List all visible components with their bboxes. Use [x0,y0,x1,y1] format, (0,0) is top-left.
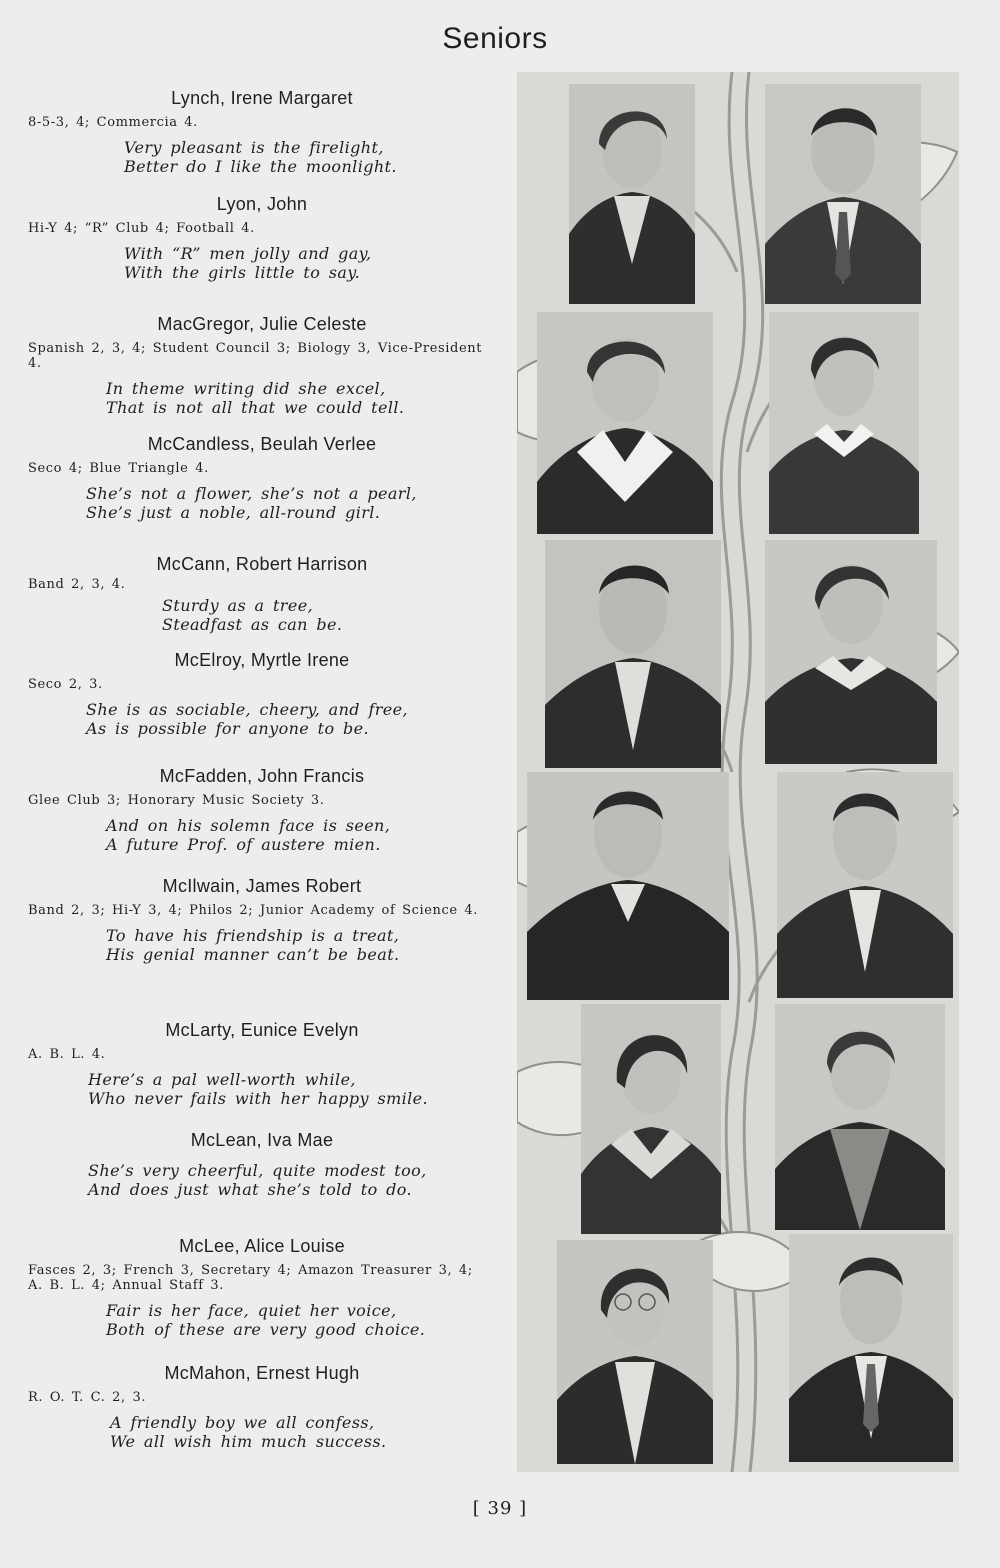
senior-activities: Seco 2, 3. [28,677,103,692]
verse-line: And does just what she’s told to do. [88,1180,412,1199]
verse-line: With “R” men jolly and gay, [124,244,372,263]
page-title: Seniors [442,22,548,55]
portrait-mclarty [581,1004,721,1234]
senior-activities: Seco 4; Blue Triangle 4. [28,461,209,476]
senior-activities: Fasces 2, 3; French 3, Secretary 4; Amazon Treasurer 3, 4; A. B. L. 4; Annual Staff 3. [28,1263,473,1293]
verse-line: Very pleasant is the firelight, [124,138,384,157]
senior-verse [28,1161,488,1199]
senior-name: McLee, Alice Louise [179,1236,345,1256]
senior-activities: Band 2, 3; Hi-Y 3, 4; Philos 2; Junior Academy of Science 4. [28,903,479,918]
senior-entry [28,1236,488,1339]
verse-line: Steadfast as can be. [162,615,343,634]
portrait-panel [517,72,959,1472]
verse-line: Fair is her face, quiet her voice, [106,1301,397,1320]
portrait-lyon [765,84,921,304]
senior-name: McCandless, Beulah Verlee [147,434,377,454]
senior-entry [28,434,488,522]
portrait-mclee [557,1240,713,1464]
senior-verse [28,926,488,964]
verse-line: In theme writing did she excel, [106,379,386,398]
senior-name: McMahon, Ernest Hugh [164,1363,360,1383]
portrait-mcelroy [765,540,937,764]
senior-activities: Glee Club 3; Honorary Music Society 3. [28,793,325,808]
senior-activities: Hi-Y 4; “R” Club 4; Football 4. [28,221,255,236]
senior-name: McLean, Iva Mae [190,1130,334,1150]
verse-line: Both of these are very good choice. [106,1320,426,1339]
verse-line: A future Prof. of austere mien. [106,835,381,854]
portrait-mccandless [769,312,919,534]
portrait-silhouette-icon [777,772,953,998]
portrait-lynch [569,84,695,304]
portrait-silhouette-icon [769,312,919,534]
portrait-silhouette-icon [765,84,921,304]
verse-line: Better do I like the moonlight. [124,157,397,176]
senior-verse [28,700,488,738]
portrait-silhouette-icon [545,540,721,768]
senior-verse [28,1301,488,1339]
portrait-silhouette-icon [569,84,695,304]
senior-name: Lyon, John [216,194,308,214]
portrait-mclean [775,1004,945,1230]
senior-entry [28,554,488,634]
senior-entry [28,88,488,176]
senior-entry [28,314,488,417]
portrait-mcmahon [789,1234,953,1462]
senior-activities: R. O. T. C. 2, 3. [28,1390,147,1405]
senior-name: Lynch, Irene Margaret [171,88,353,108]
verse-line: She is as sociable, cheery, and free, [86,700,409,719]
senior-name: McFadden, John Francis [159,766,365,786]
senior-entry [28,1363,488,1451]
verse-line: Here’s a pal well-worth while, [88,1070,356,1089]
senior-verse [28,1070,488,1108]
senior-activities: Spanish 2, 3, 4; Student Council 3; Biology 3, Vice-President 4. [28,341,483,371]
portrait-silhouette-icon [775,1004,945,1230]
senior-entry [28,650,488,738]
senior-activities: Band 2, 3, 4. [28,577,126,592]
portrait-macgregor [537,312,713,534]
senior-name: McCann, Robert Harrison [156,554,368,574]
portrait-mcfadden [527,772,729,1000]
senior-name: MacGregor, Julie Celeste [157,314,367,334]
verse-line: And on his solemn face is seen, [106,816,391,835]
verse-line: Who never fails with her happy smile. [88,1089,429,1108]
portrait-mcilwain [777,772,953,998]
senior-verse [28,1413,488,1451]
verse-line: His genial manner can’t be beat. [106,945,400,964]
senior-entry [28,766,488,854]
portrait-silhouette-icon [527,772,729,1000]
verse-line: Sturdy as a tree, [162,596,314,615]
page-number: [ 39 ] [472,1498,528,1519]
senior-verse [28,484,488,522]
verse-line: With the girls little to say. [124,263,361,282]
verse-line: A friendly boy we all confess, [110,1413,375,1432]
senior-entry [28,1130,488,1199]
verse-line: She’s just a noble, all-round girl. [86,503,381,522]
senior-entry [28,194,488,282]
senior-activities: A. B. L. 4. [28,1047,106,1062]
senior-entries [28,0,488,1568]
portrait-silhouette-icon [557,1240,713,1464]
senior-verse [28,138,488,176]
senior-verse [28,244,488,282]
verse-line: As is possible for anyone to be. [86,719,370,738]
portrait-silhouette-icon [765,540,937,764]
senior-verse [28,379,488,417]
portrait-mccann [545,540,721,768]
portrait-silhouette-icon [581,1004,721,1234]
senior-name: McElroy, Myrtle Irene [174,650,350,670]
verse-line: To have his friendship is a treat, [106,926,400,945]
portrait-silhouette-icon [537,312,713,534]
verse-line: She’s not a flower, she’s not a pearl, [86,484,417,503]
senior-entry [28,876,488,964]
senior-activities: 8-5-3, 4; Commercia 4. [28,115,198,130]
verse-line: We all wish him much success. [110,1432,387,1451]
senior-entry [28,1020,488,1108]
portrait-silhouette-icon [789,1234,953,1462]
senior-verse [28,596,488,634]
senior-name: McIlwain, James Robert [162,876,362,896]
verse-line: She’s very cheerful, quite modest too, [88,1161,427,1180]
verse-line: That is not all that we could tell. [106,398,405,417]
senior-verse [28,816,488,854]
senior-name: McLarty, Eunice Evelyn [165,1020,359,1040]
